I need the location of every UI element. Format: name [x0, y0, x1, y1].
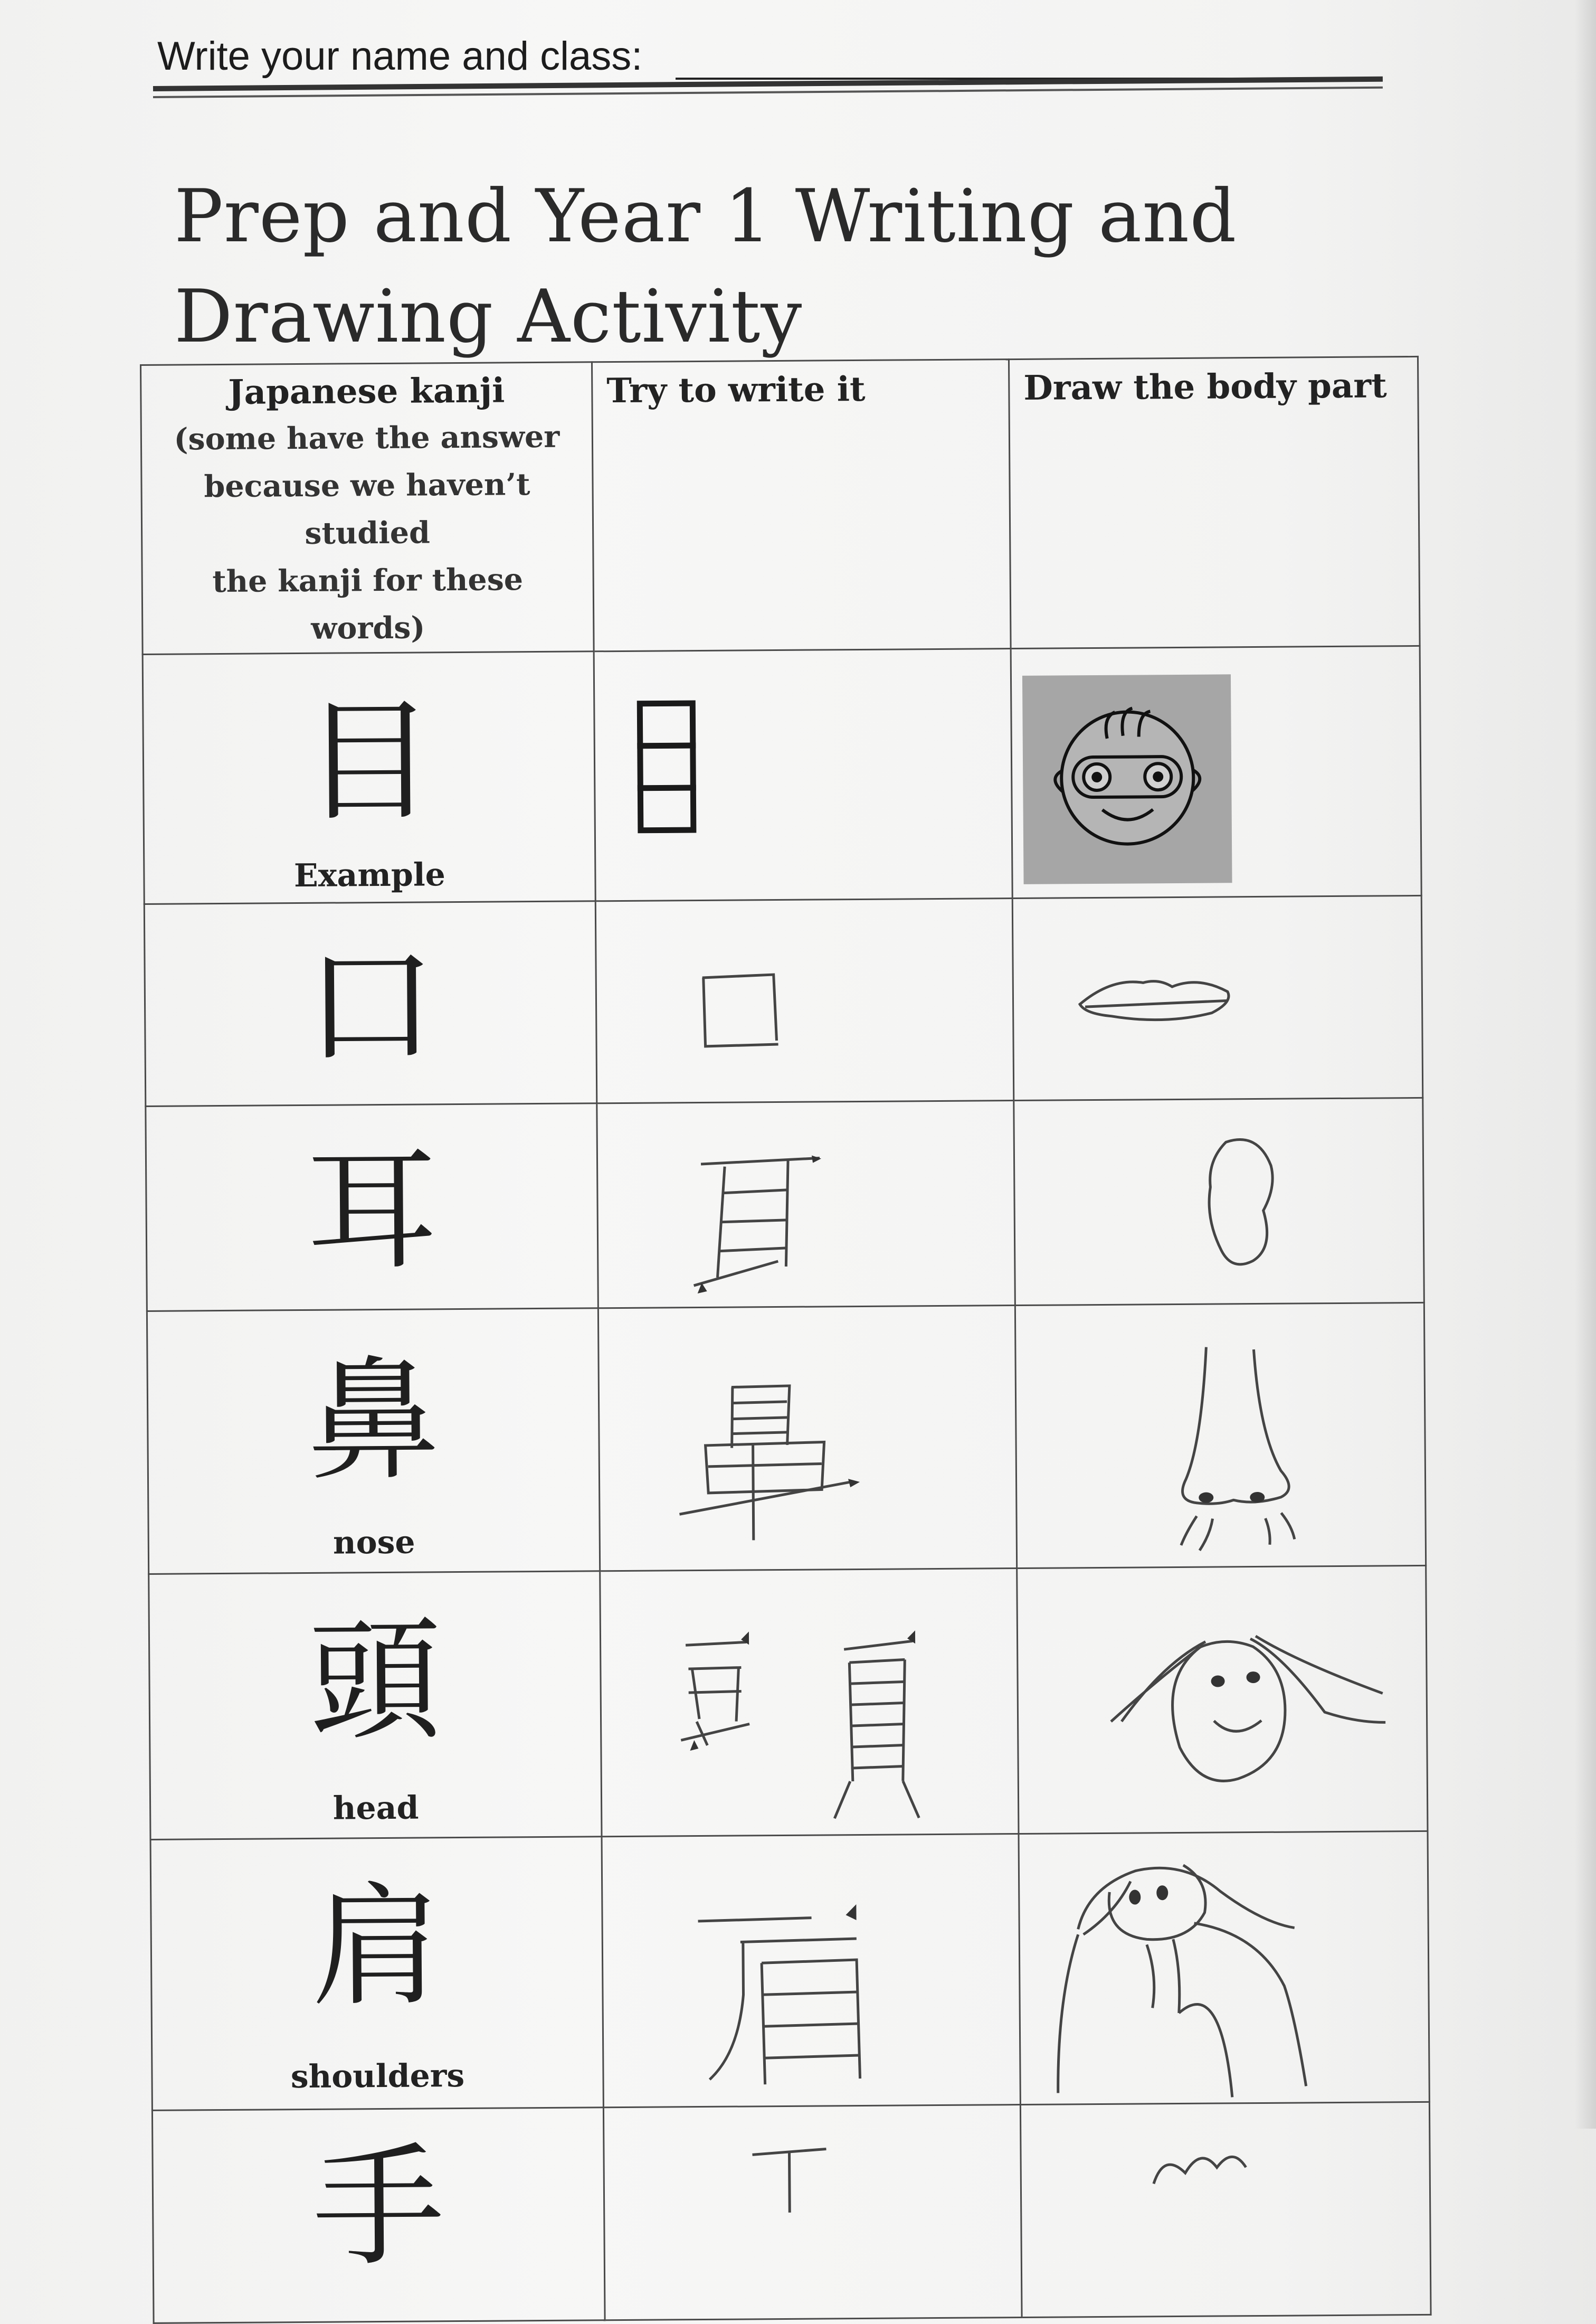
kanji-cell — [146, 1103, 598, 1311]
write-cell[interactable] — [597, 1101, 1015, 1308]
kanji-head: 頭 — [308, 1604, 442, 1759]
header-kanji-note — [142, 413, 593, 654]
table-row — [146, 1098, 1424, 1311]
face-example-image — [1012, 647, 1422, 898]
write-cell[interactable] — [598, 1306, 1016, 1571]
head-drawing — [1018, 1566, 1428, 1833]
draw-cell[interactable] — [1015, 1303, 1426, 1569]
header-kanji-note-3: the kanji for these words) — [212, 562, 524, 647]
written-ear-kanji — [597, 1101, 1016, 1307]
shoulders-drawing — [1020, 1832, 1430, 2104]
header-write: Try to write it — [606, 369, 866, 411]
kanji-mouth: 口 — [304, 929, 438, 1084]
kanji-hand: 手 — [312, 2130, 445, 2285]
draw-cell[interactable] — [1020, 2102, 1431, 2318]
activity-table-wrapper — [140, 356, 1429, 2285]
header-draw: Draw the body part — [1023, 366, 1387, 408]
name-class-label: Write your name and class: — [157, 34, 643, 79]
written-eye-kanji — [595, 649, 1013, 900]
kanji-caption: nose — [332, 1524, 415, 1562]
kanji-cell — [152, 2108, 605, 2323]
written-shoulders-kanji — [603, 1835, 1021, 2106]
header-draw-cell — [1009, 356, 1420, 648]
kanji-caption: Example — [293, 856, 446, 895]
kanji-eye: 目 — [302, 684, 435, 839]
kanji-caption: head — [332, 1789, 419, 1827]
page-edge-shadow — [1575, 0, 1596, 2129]
written-nose-kanji — [599, 1306, 1018, 1570]
header-kanji-cell — [141, 362, 594, 655]
kanji-cell — [149, 1571, 602, 1840]
ear-drawing — [1014, 1099, 1425, 1305]
write-cell[interactable] — [594, 649, 1012, 901]
table-row — [147, 1303, 1426, 1574]
header-write-cell — [592, 360, 1011, 651]
kanji-nose: 鼻 — [307, 1344, 440, 1499]
header-kanji: Japanese kanji — [228, 371, 505, 412]
hand-drawing — [1021, 2103, 1432, 2317]
kanji-caption: shoulders — [290, 2057, 465, 2096]
kanji-ear: 耳 — [305, 1133, 439, 1289]
mouth-drawing — [1013, 896, 1424, 1100]
table-row — [150, 1831, 1429, 2111]
kanji-cell — [142, 651, 595, 904]
written-mouth-kanji — [596, 899, 1015, 1102]
written-head-kanji — [601, 1569, 1019, 1836]
kanji-cell — [144, 901, 597, 1107]
table-row — [142, 646, 1421, 904]
draw-cell[interactable] — [1017, 1566, 1428, 1834]
draw-cell[interactable] — [1014, 1098, 1424, 1306]
write-cell[interactable] — [602, 1834, 1020, 2108]
table-header-row — [141, 356, 1420, 654]
draw-cell[interactable] — [1011, 646, 1421, 899]
nose-drawing — [1016, 1303, 1427, 1567]
kanji-cell — [150, 1837, 603, 2111]
write-cell[interactable] — [595, 899, 1014, 1103]
write-cell[interactable] — [600, 1569, 1019, 1837]
kanji-shoulders: 肩 — [310, 1869, 443, 2025]
activity-table — [140, 356, 1432, 2324]
title-line-1: Prep and Year 1 Writing and — [174, 174, 1237, 259]
table-row — [144, 896, 1422, 1107]
header-kanji-note-1: (some have the answer — [174, 419, 560, 457]
draw-cell[interactable] — [1019, 1831, 1429, 2105]
table-row — [152, 2102, 1431, 2323]
written-hand-kanji — [604, 2105, 1023, 2319]
table-row — [149, 1566, 1428, 1840]
write-cell[interactable] — [603, 2105, 1022, 2320]
header-kanji-note-2: because we haven’t studied — [204, 467, 530, 552]
title-line-2: Drawing Activity — [174, 274, 803, 360]
kanji-cell — [147, 1308, 600, 1574]
draw-cell[interactable] — [1012, 896, 1423, 1101]
page-title — [174, 166, 1388, 367]
